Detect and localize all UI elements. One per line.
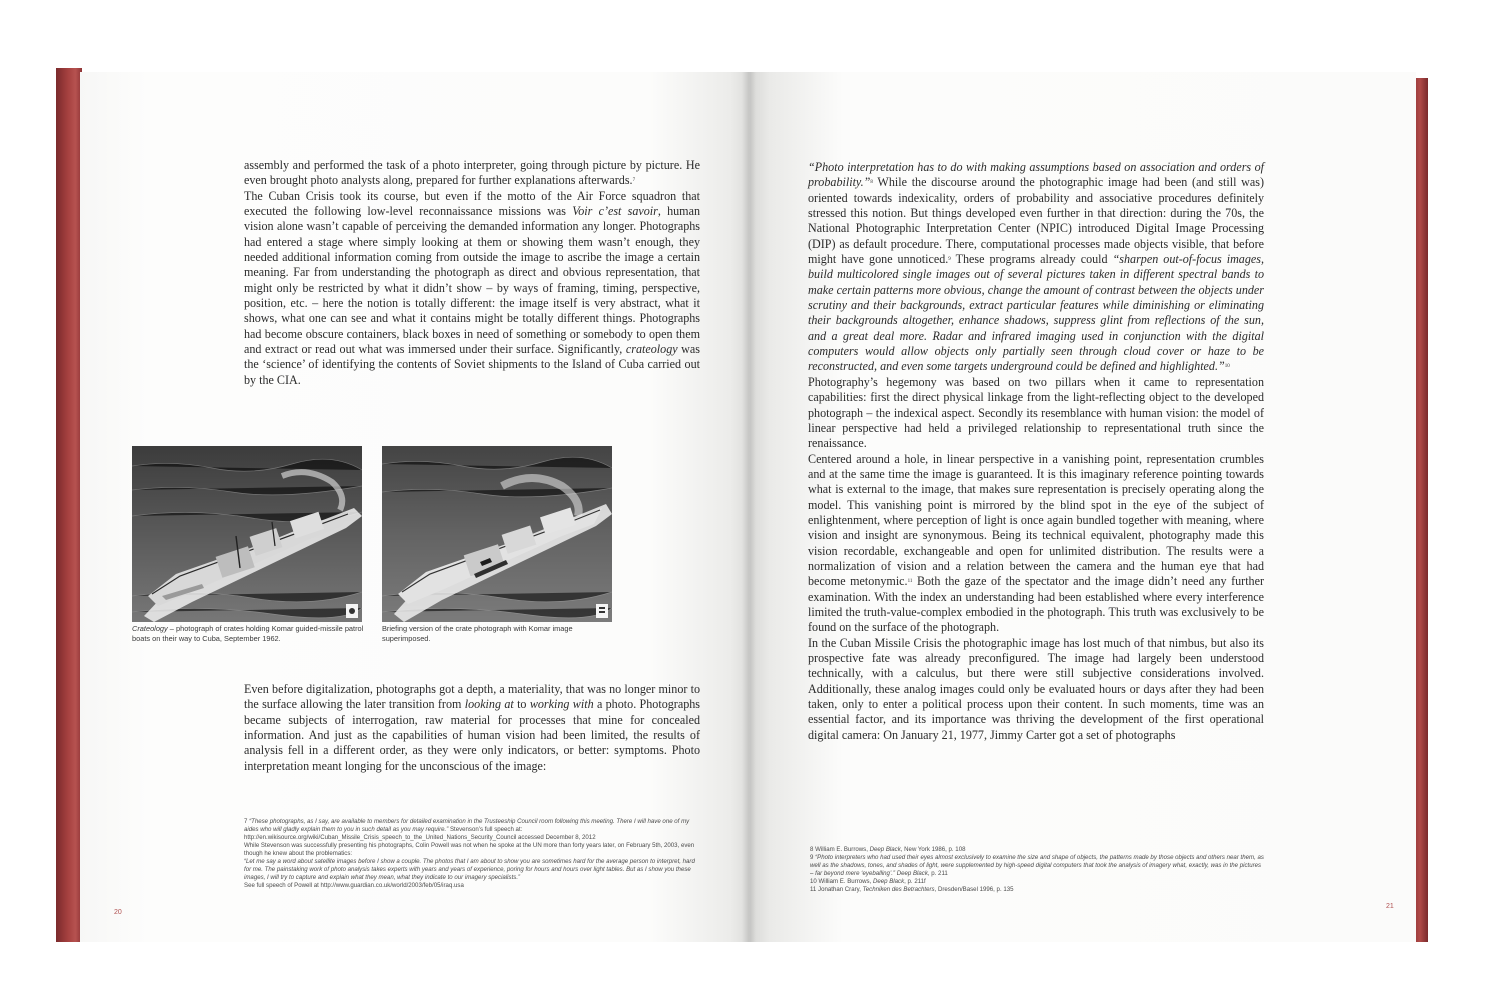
caption-1-text: – photograph of crates holding Komar guided-missile patrol boats on their way to Cuba, September 1962.	[132, 624, 364, 643]
footnote-10-a: 10 William E. Burrows,	[810, 878, 873, 885]
right-paragraph-3b: Both the gaze of the spectator and the image didn’t need any further examination. With the index an understanding had been established where every interference limited the truth-value-complex embodied in the photograph. This truth was exclusively to be found on the surface of the photograph.	[808, 574, 1264, 635]
right-paragraph-3: Centered around a hole, in linear perspective in a vanishing point, representation crumbles and at the same time the image is guaranteed. It is this imaginary reference pointing towards what is external to the image, that makes sure representation is precisely operating along the model. This vanishing point is mirrored by the blind spot in the eye of the subject of enlightenment, where perception of light is once again bundled together with meaning, where vision and insight are synonymous. Being its technical equivalent, photography made this vision recordable, exchangeable and open for unlimited distribution. The results were a normalization of vision and a relation between the camera and the human eye that had become metonymic.	[808, 451, 1264, 589]
footnote-ref-8: 8	[870, 180, 873, 186]
right-text-1: While the discourse around the photographic image had been (and still was) oriented towards indexicality, orders of probability and associative procedures definitely stressed this notion. But things developed even further in that direction: during the 70s, the National Photographic Interpretation Center (NPIC) introduced Digital Image Processing (DIP) as default procedure. There, computational processes made objects visible, that before might have gone unnoticed.	[808, 175, 1264, 267]
left-para-2-text-b: to	[513, 697, 530, 712]
crateology-photo	[132, 446, 362, 622]
footnote-7-rest: Stevenson’s full speech at: http://en.wikisource.org/wiki/Cuban_Missile_Crisis_speech_to_the_United_Nations_Security_Council accessed December 8, 2012	[244, 826, 596, 841]
footnote-ref-10: 10	[1224, 364, 1230, 370]
crateology-term: crateology	[625, 342, 678, 357]
caption-2-text: Briefing version of the crate photograph with Komar image superimposed.	[382, 624, 573, 643]
footnote-9-quote: “Photo interpreters who had used their eyes almost exclusively to examine the size and shape of objects, the patterns made by those objects and others near them, as well as the shadows, tones, and shades of light, were supplemented by high-speed digital computers that took the analysis of imagery what, exactly, was in the pictures – far beyond mere ‘eyeballing’.”	[810, 854, 1264, 877]
footnote-8-b: , New York 1986, p. 108	[900, 846, 966, 853]
footnote-7-number: 7	[244, 818, 248, 825]
working-with-term: working with	[529, 697, 594, 712]
footnote-ref-7: 7	[632, 178, 636, 184]
caption-crateology	[132, 624, 364, 644]
quote-2: “sharpen out-of-focus images, build multicolored single images out of several pictures taken in different spectral bands to make certain patterns more obvious, change the amount of contrast between the objects under scrutiny and their backgrounds, extract particular features while diminishing or eliminating their backgrounds altogether, enhance shadows, suppress glint from reflections of the sun, and a great deal more. Radar and infrared imaging used in conjunction with the digital computers would allow objects only partially seen through cloud cover or haze to be reconstructed, and even some targets underground could be defined and highlighted.”	[808, 252, 1265, 374]
left-para-2-text-a: Even before digitalization, photographs got a depth, a materiality, that was no longer minor to the surface allowing the later transition from	[244, 682, 700, 712]
footnote-8-title: Deep Black	[869, 846, 901, 853]
right-body-text	[808, 160, 1264, 743]
footnote-ref-9: 9	[948, 257, 951, 263]
footnote-10-b: , p. 211f	[904, 878, 926, 885]
looking-at-term: looking at	[464, 697, 514, 712]
footnote-8-a: 8 William E. Burrows,	[810, 846, 870, 853]
book-gutter	[742, 72, 756, 942]
right-paragraph-4: In the Cuban Missile Crisis the photographic image has lost much of that nimbus, but also its prospective fate was already preconfigured. The image had largely been understood technically, with a calculus, but there were still subjective considerations involved. Additionally, these analog images could only be evaluated hours or days after they had been taken, only to enter a political process upon their content. In such moments, time was an essential factor, and its importance was thriving the development of the first operational digital camera: On January 21, 1977, Jimmy Carter got a set of photographs	[808, 635, 1264, 742]
left-para-1b-text-c: was the ‘science’ of identifying the contents of Soviet shipments to the Island of Cuba carried out by the CIA.	[244, 342, 700, 387]
briefing-photo	[382, 446, 612, 622]
left-footnotes	[244, 818, 700, 890]
footnote-11-title: Techniken des Betrachters	[862, 886, 935, 893]
footnote-7-see: See full speech of Powell at http://www.guardian.co.uk/world/2003/feb/05/iraq.usa	[244, 882, 464, 889]
book-cover-edge-left	[56, 68, 82, 942]
left-para-1b-text-a: The Cuban Crisis took its course, but even if the motto of the Air Force squadron that executed the following low-level reconnaissance missions was	[244, 188, 700, 219]
footnote-7-quote: “These photographs, as I say, are available to members for detailed examination in the Trusteeship Council room following this meeting. There I will have one of my aides who will gladly explain them to you in such detail as you may require.”	[244, 818, 690, 833]
caption-1-term: Crateology	[132, 624, 168, 633]
footnote-ref-11: 11	[907, 579, 913, 585]
footnote-9-title: Deep Black	[895, 870, 928, 877]
footnote-10-title: Deep Black	[872, 878, 905, 885]
caption-briefing	[382, 624, 614, 644]
motto-text: Voir c’est savoir	[572, 204, 658, 219]
left-body-paragraph-1	[244, 158, 700, 388]
left-para-1b-text-b: , human vision alone wasn’t capable of perceiving the demanded information any longer. Photographs had entered a stage where simply looking at them or showing them wasn’t enough, they needed additional information coming from outside the image to ascribe the image a certain meaning. Far from understanding the photograph as direct and obvious representation, that might only be restricted by what it didn’t show – by ways of framing, timing, perspective, position, etc. – here the notion is totally different: the image itself is very abstract, what it shows, what one can see and what it contains might be totally different things. Photographs had become obscure containers, black boxes in need of something or somebody to open them and extract or read out what was immersed under their surface. Significantly,	[244, 204, 701, 357]
left-para-2-text-c: a photo. Photographs became subjects of interrogation, raw material for processes that mine for concealed information. And just as the capabilities of human vision had been limited, the results of analysis fell in a different order, as they were only indicators, or better: symptoms. Photo interpretation meant longing for the unconscious of the image:	[244, 697, 701, 773]
footnote-9-b: , p. 211	[927, 870, 948, 877]
right-footnotes	[810, 846, 1266, 894]
footnote-7-powell-quote: “Let me say a word about satellite images before I show a couple. The photos that I am about to show you are sometimes hard for the average person to interpret, hard for me. The painstaking work of photo analysis takes experts with years and years of experience, poring for hours and hours over light tables. But as I show you these images, I will try to capture and explain what they mean, what they indicate to our imagery specialists.”	[244, 858, 695, 881]
page-number-left: 20	[114, 909, 122, 916]
right-text-1b: These programs already could	[950, 252, 1113, 267]
footnote-11-b: , Dresden/Basel 1996, p. 135	[934, 886, 1014, 893]
quote-1: “Photo interpretation has to do with making assumptions based on association and orders of probability.”	[808, 160, 1264, 190]
footnote-7-line-2: While Stevenson was successfully presenting his photographs, Colin Powell was not when he spoke at the UN more than forty years later, on February 5th, 2003, even though he knew about the problematics:	[244, 842, 695, 857]
page-number-right: 21	[1386, 903, 1394, 910]
left-body-paragraph-2	[244, 682, 700, 774]
right-paragraph-2: Photography’s hegemony was based on two pillars when it came to representation capabilities: first the direct physical linkage from the light-reflecting object to the developed photograph – the indexical aspect. Secondly its resemblance with human vision: the model of linear perspective had held a privileged relationship to representational truth since the renaissance.	[808, 374, 1264, 451]
footnote-11-a: 11 Jonathan Crary,	[810, 886, 863, 893]
footnote-9-number: 9	[810, 854, 816, 861]
left-para-1-text: assembly and performed the task of a photo interpreter, going through picture by picture. He even brought photo analysts along, prepared for further explanations afterwards.	[244, 158, 700, 188]
